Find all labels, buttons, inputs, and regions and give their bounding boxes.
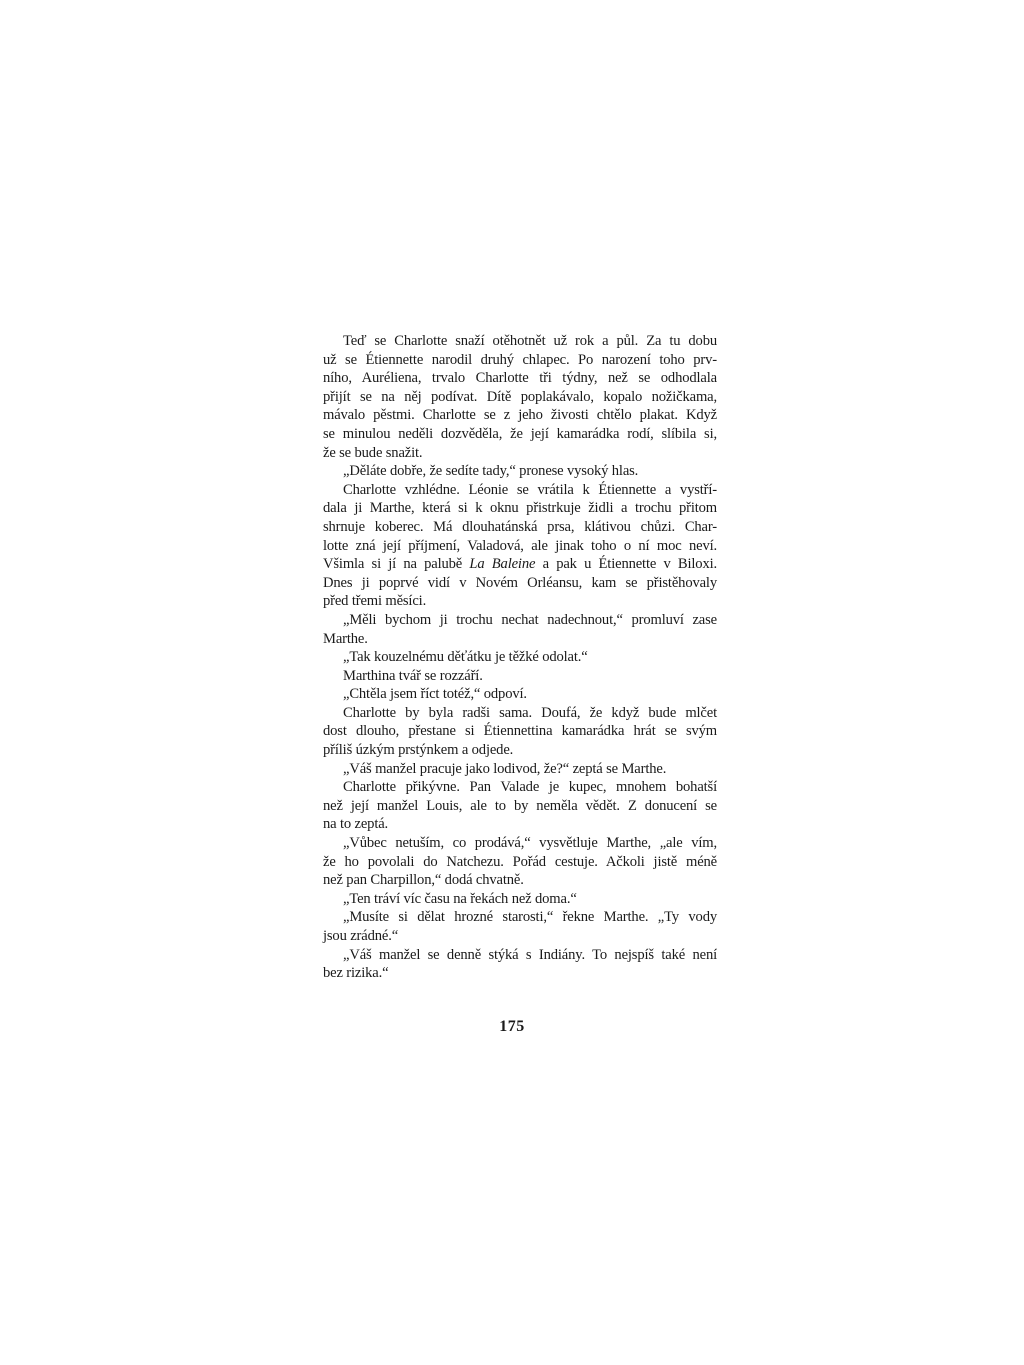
text-line: „Děláte dobře, že sedíte tady,“ pronese vysoký hlas. [343, 463, 639, 480]
text-line: ního, Auréliena, trvalo Charlotte tři týdny, než se odhodlala [323, 370, 717, 387]
text-line: Všimla si jí na palubě La Baleine a pak u Étiennette v Biloxi. [323, 556, 717, 573]
text-line: shrnuje koberec. Má dlouhatánská prsa, klátivou chůzi. Char- [323, 518, 717, 535]
page-number: 175 [499, 1018, 525, 1035]
text-line: Charlotte přikývne. Pan Valade je kupec, mnohem bohatší [343, 779, 717, 796]
text-line: „Chtěla jsem říct totéž,“ odpoví. [343, 686, 527, 703]
text-line: na to zeptá. [323, 816, 389, 833]
text-line: před třemi měsíci. [323, 593, 427, 610]
text-line: už se Étiennette narodil druhý chlapec. Po narození toho prv- [323, 351, 717, 368]
text-line: „Měli bychom ji trochu nechat nadechnout,“ promluví zase [343, 611, 717, 628]
text-line: Dnes ji poprvé vidí v Novém Orléansu, kam se přistěhovaly [323, 574, 717, 591]
text-line: dala ji Marthe, která si k oknu přistrkuje židli a trochu přitom [323, 500, 717, 517]
text-line: „Musíte si dělat hrozné starosti,“ řekne Marthe. „Ty vody [343, 909, 717, 926]
text-line: že se bude snažit. [323, 444, 423, 461]
text-line: lotte zná její příjmení, Valadová, ale jinak toho o ní moc neví. [323, 537, 717, 554]
text-line: Teď se Charlotte snaží otěhotnět už rok a půl. Za tu dobu [343, 333, 717, 349]
text-line: bez rizika.“ [323, 965, 389, 982]
text-line: přijít se na něj podívat. Dítě poplakávalo, kopalo nožičkama, [323, 388, 717, 405]
text-line: „Tak kouzelnému děťátku je těžké odolat.“ [343, 649, 588, 666]
text-line: jsou zrádné.“ [323, 928, 399, 944]
text-line: dost dlouho, přestane si Étiennettina kamarádka hrát se svým [323, 723, 717, 740]
text-line: „Vůbec netuším, co prodává,“ vysvětluje Marthe, „ale vím, [343, 835, 717, 852]
text-line: Charlotte vzhlédne. Léonie se vrátila k Étiennette a vystří- [343, 481, 717, 498]
text-line: příliš úzkým prstýnkem a odjede. [323, 742, 514, 759]
text-line: „Ten tráví víc času na řekách než doma.“ [343, 890, 577, 907]
text-line: „Váš manžel pracuje jako lodivod, že?“ zeptá se Marthe. [343, 760, 667, 777]
text-line: se minulou neděli dozvěděla, že její kamarádka rodí, slíbila si, [323, 425, 717, 442]
ship-name: La Baleine [469, 556, 536, 573]
text-line: mávalo pěstmi. Charlotte se z jeho živosti chtělo plakat. Když [323, 407, 717, 424]
text-line: Marthina tvář se rozzáří. [343, 667, 483, 684]
text-line: „Váš manžel se denně stýká s Indiány. To nejspíš také není [343, 946, 717, 963]
text-line: než její manžel Louis, ale to by neměla vědět. Z donucení se [323, 797, 717, 814]
text-line: než pan Charpillon,“ dodá chvatně. [323, 872, 524, 889]
text-line: že ho povolali do Natchezu. Pořád cestuje. Ačkoli jistě méně [323, 853, 717, 870]
text-line: Marthe. [323, 630, 368, 647]
text-line: Charlotte by byla radši sama. Doufá, že když bude mlčet [343, 704, 717, 721]
body-text [323, 332, 717, 983]
